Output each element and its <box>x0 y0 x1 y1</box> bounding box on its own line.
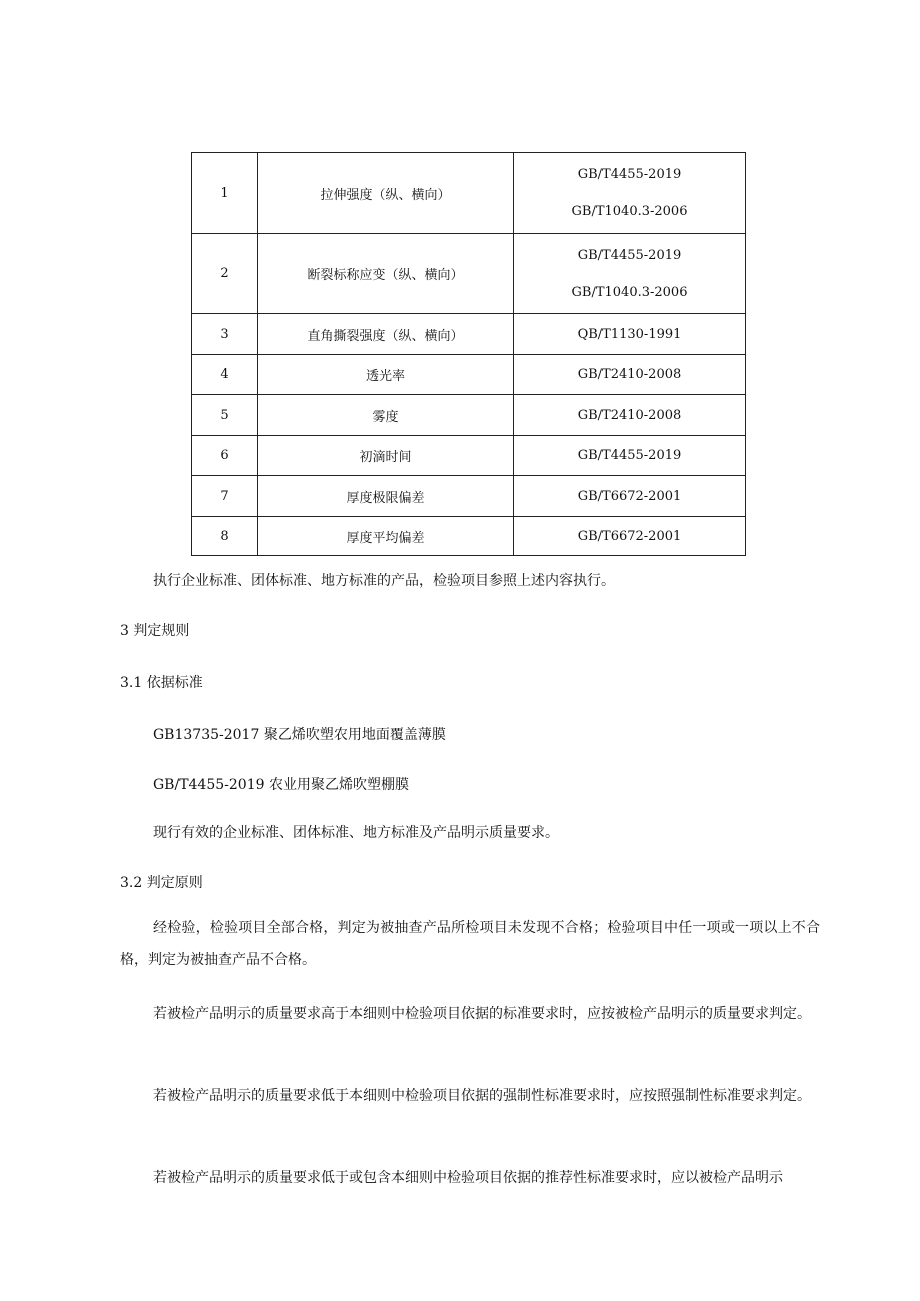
inspection-item: 断裂标称应变（纵、横向） <box>258 234 514 313</box>
row-number: 4 <box>192 355 258 394</box>
section-heading: 3 判定规则 <box>120 623 190 639</box>
test-method <box>514 234 745 313</box>
row-number: 2 <box>192 234 258 313</box>
inspection-item: 透光率 <box>258 355 514 394</box>
inspection-item: 拉伸强度（纵、横向） <box>258 153 514 233</box>
test-method: GB/T4455-2019 <box>577 448 682 463</box>
inspection-item: 雾度 <box>258 395 514 435</box>
row-number: 7 <box>192 476 258 516</box>
standard-item: 现行有效的企业标准、团体标准、地方标准及产品明示质量要求。 <box>153 825 559 841</box>
standard-item: GB13735-2017 聚乙烯吹塑农用地面覆盖薄膜 <box>153 727 446 743</box>
principle-paragraph: 若被检产品明示的质量要求低于或包含本细则中检验项目依据的推荐性标准要求时，应以被检产品明示 <box>153 1170 783 1186</box>
row-number: 8 <box>192 517 258 555</box>
subsection-heading: 3.2 判定原则 <box>120 875 203 891</box>
method-line: GB/T4455-2019 <box>577 247 682 263</box>
test-method: GB/T6672-2001 <box>577 528 682 544</box>
inspection-item: 直角撕裂强度（纵、横向） <box>258 314 514 354</box>
test-method: GB/T6672-2001 <box>577 488 682 504</box>
standard-item: GB/T4455-2019 农业用聚乙烯吹塑棚膜 <box>153 777 409 793</box>
table-row <box>192 233 745 313</box>
inspection-item: 厚度极限偏差 <box>258 476 514 516</box>
principle-paragraph: 若被检产品明示的质量要求低于本细则中检验项目依据的强制性标准要求时，应按照强制性标准要求判定。 <box>153 1088 811 1104</box>
row-number: 5 <box>192 395 258 435</box>
test-method: QB/T1130-1991 <box>577 326 682 342</box>
table-row <box>192 153 745 233</box>
table-row <box>192 516 745 555</box>
method-line: GB/T1040.3-2006 <box>571 284 688 300</box>
test-method: GB/T2410-2008 <box>577 367 682 382</box>
inspection-item: 厚度平均偏差 <box>258 517 514 555</box>
test-method <box>514 153 745 233</box>
subsection-heading: 3.1 依据标准 <box>120 675 203 691</box>
row-number: 6 <box>192 436 258 475</box>
table-row <box>192 394 745 435</box>
row-number: 1 <box>192 153 258 233</box>
table-row <box>192 435 745 475</box>
inspection-item: 初滴时间 <box>258 436 514 475</box>
table-note: 执行企业标准、团体标准、地方标准的产品，检验项目参照上述内容执行。 <box>153 573 615 589</box>
method-line: GB/T1040.3-2006 <box>571 204 688 219</box>
inspection-items-table <box>191 152 746 556</box>
test-method: GB/T2410-2008 <box>577 407 682 423</box>
principle-paragraph: 若被检产品明示的质量要求高于本细则中检验项目依据的标准要求时，应按被检产品明示的质量要求判定。 <box>153 1006 811 1022</box>
principle-paragraph: 经检验，检验项目全部合格，判定为被抽查产品所检项目未发现不合格；检验项目中任一项或一项以上不合格，判定为被抽查产品不合格。 <box>120 920 820 968</box>
table-row <box>192 313 745 354</box>
method-line: GB/T4455-2019 <box>577 167 682 182</box>
row-number: 3 <box>192 314 258 354</box>
table-row <box>192 475 745 516</box>
table-row <box>192 354 745 394</box>
